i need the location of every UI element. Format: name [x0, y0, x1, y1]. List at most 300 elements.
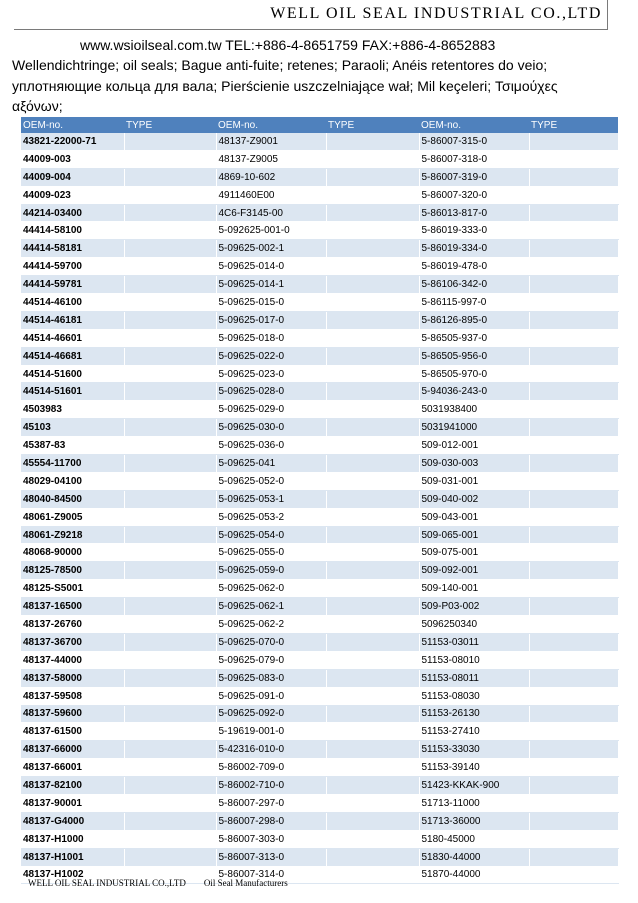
type-cell	[124, 633, 216, 651]
type-cell	[124, 150, 216, 168]
oem-number-cell: 5-09625-036-0	[216, 437, 326, 455]
oem-number-cell: 5-86007-315-0	[419, 133, 529, 150]
header-type-1: TYPE	[124, 117, 216, 133]
oem-number-cell: 44514-46181	[21, 311, 124, 329]
type-cell	[326, 759, 419, 777]
type-cell	[326, 633, 419, 651]
table-row	[21, 329, 618, 347]
oem-number-cell: 5-86106-342-0	[419, 276, 529, 294]
type-cell	[326, 544, 419, 562]
oem-number-cell: 5-092625-001-0	[216, 222, 326, 240]
oem-number-cell: 5-09625-092-0	[216, 705, 326, 723]
oem-number-cell: 45554-11700	[21, 455, 124, 473]
type-cell	[124, 365, 216, 383]
type-cell	[124, 759, 216, 777]
oem-number-cell: 5-09625-054-0	[216, 526, 326, 544]
oem-number-cell: 4911460E00	[216, 186, 326, 204]
type-cell	[529, 490, 618, 508]
type-cell	[326, 186, 419, 204]
table-row	[21, 347, 618, 365]
type-cell	[124, 669, 216, 687]
type-cell	[124, 419, 216, 437]
oem-number-cell: 44514-46681	[21, 347, 124, 365]
oem-number-cell: 51870-44000	[419, 866, 529, 884]
oem-number-cell: 5-09625-059-0	[216, 562, 326, 580]
type-cell	[326, 383, 419, 401]
type-cell	[124, 580, 216, 598]
type-cell	[124, 276, 216, 294]
type-cell	[326, 562, 419, 580]
oem-number-cell: 51153-39140	[419, 759, 529, 777]
table-row	[21, 490, 618, 508]
table-row	[21, 526, 618, 544]
table-row	[21, 705, 618, 723]
table-row	[21, 830, 618, 848]
oem-number-cell: 4503983	[21, 401, 124, 419]
type-cell	[124, 168, 216, 186]
oem-number-cell: 51153-03011	[419, 633, 529, 651]
header-vertical-rule	[607, 0, 608, 30]
oem-number-cell: 509-P03-002	[419, 598, 529, 616]
oem-number-cell: 48137-66000	[21, 741, 124, 759]
header-oem-no-3: OEM-no.	[419, 117, 529, 133]
oem-number-cell: 44414-58181	[21, 240, 124, 258]
type-cell	[326, 616, 419, 634]
table-row	[21, 508, 618, 526]
type-cell	[124, 258, 216, 276]
oem-number-cell: 5-09625-018-0	[216, 329, 326, 347]
oem-number-cell: 509-092-001	[419, 562, 529, 580]
oem-number-cell: 48137-59508	[21, 687, 124, 705]
oem-number-cell: 5-86007-297-0	[216, 794, 326, 812]
header-horizontal-rule	[14, 29, 608, 30]
oem-table	[21, 117, 619, 884]
oem-number-cell: 48137-61500	[21, 723, 124, 741]
oem-number-cell: 44414-59700	[21, 258, 124, 276]
oem-number-cell: 44514-51601	[21, 383, 124, 401]
oem-number-cell: 51423-KKAK-900	[419, 777, 529, 795]
oem-number-cell: 5-86115-997-0	[419, 294, 529, 312]
type-cell	[529, 204, 618, 222]
oem-number-cell: 51153-08011	[419, 669, 529, 687]
type-cell	[529, 472, 618, 490]
type-cell	[124, 490, 216, 508]
type-cell	[326, 812, 419, 830]
oem-number-cell: 509-065-001	[419, 526, 529, 544]
type-cell	[529, 526, 618, 544]
oem-number-cell: 5180-45000	[419, 830, 529, 848]
type-cell	[326, 866, 419, 884]
oem-number-cell: 51153-33030	[419, 741, 529, 759]
header-type-2: TYPE	[326, 117, 419, 133]
type-cell	[529, 294, 618, 312]
type-cell	[326, 598, 419, 616]
type-cell	[529, 258, 618, 276]
oem-number-cell: 5-86505-956-0	[419, 347, 529, 365]
type-cell	[326, 311, 419, 329]
type-cell	[326, 204, 419, 222]
type-cell	[529, 419, 618, 437]
type-cell	[326, 830, 419, 848]
type-cell	[529, 759, 618, 777]
type-cell	[124, 526, 216, 544]
table-row	[21, 562, 618, 580]
table-row	[21, 150, 618, 168]
type-cell	[124, 204, 216, 222]
oem-number-cell: 51153-26130	[419, 705, 529, 723]
oem-number-cell: 48137-58000	[21, 669, 124, 687]
header-oem-no-2: OEM-no.	[216, 117, 326, 133]
oem-number-cell: 51153-08030	[419, 687, 529, 705]
type-cell	[529, 705, 618, 723]
oem-number-cell: 5031938400	[419, 401, 529, 419]
table-row	[21, 133, 618, 150]
oem-number-cell: 5-09625-014-1	[216, 276, 326, 294]
table-row	[21, 401, 618, 419]
table-row	[21, 687, 618, 705]
table-row	[21, 741, 618, 759]
type-cell	[529, 383, 618, 401]
oem-number-cell: 5-09625-015-0	[216, 294, 326, 312]
type-cell	[326, 294, 419, 312]
oem-number-cell: 5-42316-010-0	[216, 741, 326, 759]
type-cell	[124, 133, 216, 150]
type-cell	[326, 508, 419, 526]
table-row	[21, 598, 618, 616]
oem-number-cell: 509-040-002	[419, 490, 529, 508]
oem-number-cell: 5096250340	[419, 616, 529, 634]
footer-company: WELL OIL SEAL INDUSTRIAL CO.,LTD	[28, 878, 186, 888]
table-row	[21, 723, 618, 741]
type-cell	[529, 329, 618, 347]
oem-number-cell: 5-09625-062-0	[216, 580, 326, 598]
oem-number-cell: 5-86019-478-0	[419, 258, 529, 276]
type-cell	[326, 669, 419, 687]
type-cell	[124, 777, 216, 795]
table-row	[21, 186, 618, 204]
table-row	[21, 616, 618, 634]
type-cell	[326, 437, 419, 455]
type-cell	[124, 651, 216, 669]
type-cell	[326, 741, 419, 759]
type-cell	[326, 687, 419, 705]
type-cell	[529, 866, 618, 884]
type-cell	[326, 150, 419, 168]
type-cell	[529, 669, 618, 687]
oem-number-cell: 48137-59600	[21, 705, 124, 723]
type-cell	[529, 222, 618, 240]
table-row	[21, 472, 618, 490]
oem-number-cell: 48137-44000	[21, 651, 124, 669]
contact-line: www.wsioilseal.com.tw TEL:+886-4-8651759 FAX:+886-4-8652883	[80, 37, 496, 53]
oem-number-cell: 48137-G4000	[21, 812, 124, 830]
type-cell	[124, 222, 216, 240]
oem-number-cell: 44514-46100	[21, 294, 124, 312]
oem-number-cell: 44009-023	[21, 186, 124, 204]
oem-number-cell: 4C6-F3145-00	[216, 204, 326, 222]
oem-number-cell: 5-09625-062-1	[216, 598, 326, 616]
type-cell	[326, 240, 419, 258]
type-cell	[326, 490, 419, 508]
header-type-3: TYPE	[529, 117, 618, 133]
header-oem-no-1: OEM-no.	[21, 117, 124, 133]
oem-number-cell: 5-86126-895-0	[419, 311, 529, 329]
oem-number-cell: 5-19619-001-0	[216, 723, 326, 741]
type-cell	[529, 580, 618, 598]
oem-number-cell: 48029-04100	[21, 472, 124, 490]
type-cell	[529, 311, 618, 329]
table-row	[21, 419, 618, 437]
type-cell	[326, 472, 419, 490]
table-row	[21, 204, 618, 222]
table-row	[21, 258, 618, 276]
type-cell	[529, 616, 618, 634]
oem-number-cell: 45103	[21, 419, 124, 437]
type-cell	[326, 419, 419, 437]
type-cell	[326, 526, 419, 544]
table-header-row	[21, 117, 618, 133]
type-cell	[124, 240, 216, 258]
table-row	[21, 777, 618, 795]
oem-number-cell: 5-09625-053-1	[216, 490, 326, 508]
oem-number-cell: 48137-Z9001	[216, 133, 326, 150]
type-cell	[124, 437, 216, 455]
type-cell	[124, 616, 216, 634]
table-row	[21, 455, 618, 473]
oem-number-cell: 5-09625-002-1	[216, 240, 326, 258]
type-cell	[326, 705, 419, 723]
oem-number-cell: 5-86007-318-0	[419, 150, 529, 168]
table-row	[21, 580, 618, 598]
table-row	[21, 848, 618, 866]
type-cell	[124, 741, 216, 759]
type-cell	[124, 401, 216, 419]
oem-number-cell: 5-09625-014-0	[216, 258, 326, 276]
oem-number-cell: 51153-27410	[419, 723, 529, 741]
oem-number-cell: 509-075-001	[419, 544, 529, 562]
oem-number-cell: 48137-90001	[21, 794, 124, 812]
type-cell	[529, 186, 618, 204]
oem-number-cell: 44214-03400	[21, 204, 124, 222]
type-cell	[124, 562, 216, 580]
oem-number-cell: 4869-10-602	[216, 168, 326, 186]
oem-number-cell: 509-012-001	[419, 437, 529, 455]
type-cell	[124, 472, 216, 490]
type-cell	[529, 347, 618, 365]
oem-number-cell: 5-09625-041	[216, 455, 326, 473]
oem-number-cell: 48061-Z9005	[21, 508, 124, 526]
oem-number-cell: 51153-08010	[419, 651, 529, 669]
table-row	[21, 812, 618, 830]
type-cell	[529, 150, 618, 168]
type-cell	[124, 347, 216, 365]
oem-number-cell: 44009-004	[21, 168, 124, 186]
oem-number-cell: 45387-83	[21, 437, 124, 455]
oem-number-cell: 5-86007-314-0	[216, 866, 326, 884]
type-cell	[529, 741, 618, 759]
type-cell	[124, 508, 216, 526]
oem-number-cell: 48137-36700	[21, 633, 124, 651]
table-row	[21, 311, 618, 329]
type-cell	[529, 794, 618, 812]
type-cell	[326, 651, 419, 669]
type-cell	[529, 168, 618, 186]
oem-number-cell: 5-09625-062-2	[216, 616, 326, 634]
oem-number-cell: 5-09625-055-0	[216, 544, 326, 562]
oem-number-cell: 48061-Z9218	[21, 526, 124, 544]
oem-number-cell: 51713-36000	[419, 812, 529, 830]
type-cell	[124, 544, 216, 562]
type-cell	[326, 365, 419, 383]
type-cell	[326, 580, 419, 598]
type-cell	[124, 687, 216, 705]
type-cell	[124, 812, 216, 830]
oem-number-cell: 48137-H1000	[21, 830, 124, 848]
oem-number-cell: 48137-26760	[21, 616, 124, 634]
table-row	[21, 633, 618, 651]
type-cell	[529, 401, 618, 419]
type-cell	[326, 258, 419, 276]
type-cell	[529, 723, 618, 741]
oem-number-cell: 5-86007-303-0	[216, 830, 326, 848]
type-cell	[124, 294, 216, 312]
oem-number-cell: 5-86007-319-0	[419, 168, 529, 186]
oem-number-cell: 5031941000	[419, 419, 529, 437]
type-cell	[529, 830, 618, 848]
type-cell	[326, 347, 419, 365]
type-cell	[326, 401, 419, 419]
oem-number-cell: 5-86505-937-0	[419, 329, 529, 347]
type-cell	[326, 777, 419, 795]
product-description: Wellendichtringe; oil seals; Bague anti-fuite; retenes; Paraoli; Anéis retentores do veio; уплотняющие кольца для вала; Pierścienie uszczelniające wał; Mil keçeleri; Τσιμούχες αξόνων;	[12, 57, 558, 114]
type-cell	[326, 168, 419, 186]
oem-number-cell: 44414-59781	[21, 276, 124, 294]
oem-number-cell: 5-09625-028-0	[216, 383, 326, 401]
type-cell	[529, 437, 618, 455]
type-cell	[326, 133, 419, 150]
type-cell	[529, 848, 618, 866]
type-cell	[529, 544, 618, 562]
type-cell	[326, 848, 419, 866]
type-cell	[124, 794, 216, 812]
oem-number-cell: 48137-H1001	[21, 848, 124, 866]
type-cell	[326, 455, 419, 473]
table-row	[21, 669, 618, 687]
type-cell	[326, 794, 419, 812]
oem-number-cell: 44414-58100	[21, 222, 124, 240]
oem-number-cell: 5-09625-030-0	[216, 419, 326, 437]
oem-number-cell: 5-86013-817-0	[419, 204, 529, 222]
type-cell	[529, 598, 618, 616]
type-cell	[529, 133, 618, 150]
oem-number-cell: 5-86002-709-0	[216, 759, 326, 777]
type-cell	[529, 276, 618, 294]
oem-number-cell: 5-09625-017-0	[216, 311, 326, 329]
type-cell	[124, 186, 216, 204]
type-cell	[529, 365, 618, 383]
table-row	[21, 365, 618, 383]
oem-number-cell: 509-030-003	[419, 455, 529, 473]
table-row	[21, 240, 618, 258]
oem-number-cell: 48137-H1002	[21, 866, 124, 884]
type-cell	[124, 329, 216, 347]
oem-number-cell: 44514-51600	[21, 365, 124, 383]
oem-number-cell: 48125-78500	[21, 562, 124, 580]
table-row	[21, 294, 618, 312]
type-cell	[326, 329, 419, 347]
type-cell	[529, 687, 618, 705]
oem-number-cell: 5-09625-029-0	[216, 401, 326, 419]
oem-number-cell: 509-031-001	[419, 472, 529, 490]
oem-number-cell: 5-09625-091-0	[216, 687, 326, 705]
oem-number-cell: 48137-66001	[21, 759, 124, 777]
oem-number-cell: 44009-003	[21, 150, 124, 168]
type-cell	[326, 276, 419, 294]
type-cell	[124, 598, 216, 616]
type-cell	[326, 222, 419, 240]
oem-number-cell: 5-94036-243-0	[419, 383, 529, 401]
type-cell	[529, 633, 618, 651]
type-cell	[529, 508, 618, 526]
oem-number-cell: 48040-84500	[21, 490, 124, 508]
oem-number-cell: 5-09625-022-0	[216, 347, 326, 365]
table-row	[21, 437, 618, 455]
type-cell	[124, 383, 216, 401]
oem-number-cell: 5-86007-313-0	[216, 848, 326, 866]
oem-number-cell: 5-86019-334-0	[419, 240, 529, 258]
type-cell	[124, 723, 216, 741]
oem-number-cell: 51713-11000	[419, 794, 529, 812]
oem-number-cell: 44514-46601	[21, 329, 124, 347]
type-cell	[529, 240, 618, 258]
oem-number-cell: 5-09625-070-0	[216, 633, 326, 651]
oem-number-cell: 5-09625-083-0	[216, 669, 326, 687]
oem-number-cell: 5-09625-079-0	[216, 651, 326, 669]
oem-number-cell: 48068-90000	[21, 544, 124, 562]
oem-number-cell: 48137-Z9005	[216, 150, 326, 168]
oem-number-cell: 5-09625-023-0	[216, 365, 326, 383]
type-cell	[529, 562, 618, 580]
type-cell	[326, 723, 419, 741]
oem-number-cell: 48125-S5001	[21, 580, 124, 598]
type-cell	[124, 705, 216, 723]
oem-number-cell: 43821-22000-71	[21, 133, 124, 150]
table-row	[21, 222, 618, 240]
type-cell	[124, 848, 216, 866]
oem-number-cell: 509-043-001	[419, 508, 529, 526]
type-cell	[529, 651, 618, 669]
oem-number-cell: 48137-16500	[21, 598, 124, 616]
oem-number-cell: 5-86505-970-0	[419, 365, 529, 383]
oem-number-cell: 51830-44000	[419, 848, 529, 866]
oem-number-cell: 5-86002-710-0	[216, 777, 326, 795]
type-cell	[529, 455, 618, 473]
oem-number-cell: 509-140-001	[419, 580, 529, 598]
oem-number-cell: 5-09625-053-2	[216, 508, 326, 526]
table-row	[21, 651, 618, 669]
type-cell	[529, 812, 618, 830]
oem-number-cell: 48137-82100	[21, 777, 124, 795]
type-cell	[124, 455, 216, 473]
table-row	[21, 383, 618, 401]
table-row	[21, 759, 618, 777]
footer-tagline: Oil Seal Manufacturers	[203, 878, 288, 888]
table-row	[21, 544, 618, 562]
oem-number-cell: 5-86007-298-0	[216, 812, 326, 830]
table-row	[21, 794, 618, 812]
type-cell	[124, 311, 216, 329]
type-cell	[529, 777, 618, 795]
